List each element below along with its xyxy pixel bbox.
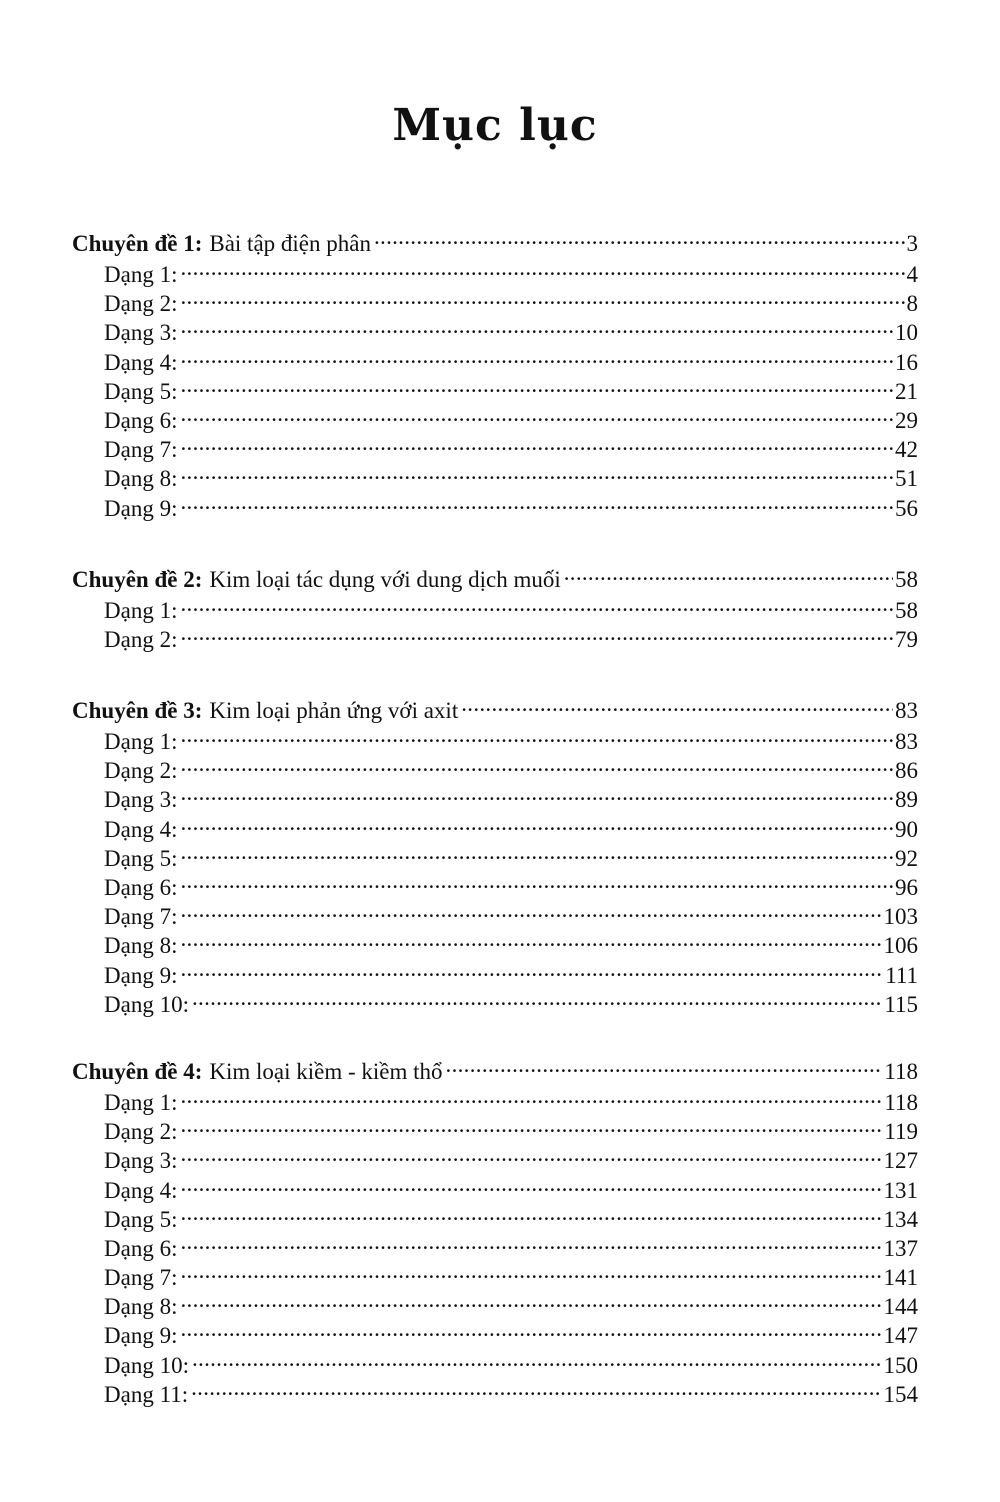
entry-label: Dạng 3: <box>104 787 178 813</box>
page-title: Mục lục <box>392 100 598 151</box>
toc-entry[interactable] <box>72 370 918 404</box>
toc-entry[interactable] <box>72 253 918 287</box>
dot-leader <box>180 749 893 778</box>
toc-entry[interactable] <box>72 341 918 375</box>
toc-entry[interactable] <box>72 1227 918 1261</box>
section-label: Chuyên đề 2: <box>72 566 203 592</box>
entry-label: Dạng 7: <box>104 1265 178 1291</box>
page-number: 42 <box>895 437 918 463</box>
page-number: 134 <box>883 1206 918 1232</box>
dot-leader <box>461 689 893 718</box>
dot-leader <box>180 589 893 618</box>
page-number: 118 <box>884 1058 918 1084</box>
page-number: 141 <box>883 1265 918 1291</box>
entry-label: Dạng 2: <box>104 1119 178 1145</box>
dot-leader <box>180 778 893 807</box>
toc-entry[interactable] <box>72 837 918 871</box>
dot-leader <box>180 457 893 486</box>
toc-entry[interactable] <box>72 1373 918 1407</box>
toc-section-heading[interactable] <box>72 558 918 592</box>
entry-label: Dạng 11: <box>104 1381 189 1407</box>
dot-leader <box>180 399 893 428</box>
page-number: 115 <box>884 991 918 1017</box>
dot-leader <box>564 558 893 587</box>
toc-entry[interactable] <box>72 983 918 1017</box>
page-number: 92 <box>895 845 918 871</box>
page-number: 118 <box>884 1089 918 1115</box>
entry-label: Dạng 8: <box>104 466 178 492</box>
page-number: 79 <box>895 626 918 652</box>
entry-label: Dạng 6: <box>104 407 178 433</box>
toc-entry[interactable] <box>72 1139 918 1174</box>
page-number: 96 <box>895 875 918 900</box>
page-number: 10 <box>895 320 918 346</box>
page-number: 58 <box>895 597 918 623</box>
page-number: 83 <box>895 729 918 755</box>
dot-leader <box>180 1198 881 1227</box>
entry-label: Dạng 1: <box>104 262 178 287</box>
toc-entry[interactable] <box>72 1169 918 1203</box>
toc-entry[interactable] <box>72 808 918 842</box>
toc-entry[interactable] <box>72 1285 918 1320</box>
entry-label: Dạng 4: <box>104 349 178 375</box>
entry-label: Dạng 1: <box>104 1089 178 1115</box>
section-name: Kim loại phản ứng với axit <box>209 698 459 724</box>
page-number: 8 <box>906 291 918 317</box>
dot-leader <box>180 618 893 647</box>
toc-section-heading[interactable] <box>72 222 918 256</box>
toc-entry[interactable] <box>72 924 918 959</box>
section-name: Bài tập điện phân <box>209 231 371 256</box>
toc-entry[interactable] <box>72 720 918 755</box>
page-number: 106 <box>883 933 918 959</box>
toc-entry[interactable] <box>72 311 918 346</box>
page-number: 56 <box>895 495 918 521</box>
page-number: 89 <box>895 787 918 813</box>
page-number: 150 <box>883 1352 918 1378</box>
section-label: Chuyên đề 3: <box>72 698 203 724</box>
toc-entry[interactable] <box>72 487 918 521</box>
page-number: 147 <box>883 1323 918 1349</box>
toc-section-heading[interactable] <box>72 1050 918 1084</box>
page-number: 131 <box>883 1177 918 1203</box>
dot-leader <box>180 370 893 399</box>
toc-entry[interactable] <box>72 1110 918 1145</box>
page-number: 154 <box>883 1381 918 1407</box>
dot-leader <box>180 1081 882 1110</box>
entry-label: Dạng 9: <box>104 962 178 988</box>
dot-leader <box>180 1169 881 1198</box>
page-number: 103 <box>883 904 918 930</box>
page-number: 127 <box>883 1148 918 1174</box>
entry-label: Dạng 6: <box>104 875 178 900</box>
entry-label: Dạng 10: <box>104 991 189 1017</box>
table-of-contents <box>72 222 918 1444</box>
toc-entry[interactable] <box>72 954 918 988</box>
entry-label: Dạng 1: <box>104 597 178 623</box>
page-number: 16 <box>895 349 918 375</box>
page-number: 21 <box>895 378 918 404</box>
page-number: 137 <box>883 1235 918 1261</box>
entry-label: Dạng 3: <box>104 320 178 346</box>
toc-section <box>72 689 918 1017</box>
dot-leader <box>180 1227 881 1256</box>
toc-entry[interactable] <box>72 1198 918 1232</box>
toc-entry[interactable] <box>72 749 918 784</box>
toc-entry[interactable] <box>72 866 918 900</box>
page-number: 111 <box>885 962 918 988</box>
page-number: 4 <box>906 262 918 287</box>
page-number: 58 <box>895 566 918 592</box>
toc-entry[interactable] <box>72 1081 918 1115</box>
page-number: 83 <box>895 698 918 724</box>
dot-leader <box>180 1285 881 1314</box>
entry-label: Dạng 5: <box>104 378 178 404</box>
dot-leader <box>180 924 881 953</box>
entry-label: Dạng 8: <box>104 1294 178 1320</box>
dot-leader <box>180 428 893 457</box>
page-number: 144 <box>883 1294 918 1320</box>
entry-label: Dạng 6: <box>104 1235 178 1261</box>
entry-label: Dạng 5: <box>104 1206 178 1232</box>
dot-leader <box>180 311 893 340</box>
page-number: 119 <box>884 1119 918 1145</box>
dot-leader <box>180 1110 882 1139</box>
entry-label: Dạng 8: <box>104 933 178 959</box>
dot-leader <box>192 983 882 1012</box>
entry-label: Dạng 2: <box>104 626 178 652</box>
dot-leader <box>180 341 893 370</box>
section-name: Kim loại tác dụng với dung dịch muối <box>209 566 561 592</box>
toc-entry[interactable] <box>72 895 918 930</box>
toc-entry[interactable] <box>72 1344 918 1378</box>
toc-entry[interactable] <box>72 1314 918 1349</box>
dot-leader <box>180 253 904 282</box>
entry-label: Dạng 1: <box>104 729 178 755</box>
toc-entry[interactable] <box>72 457 918 492</box>
dot-leader <box>180 720 893 749</box>
dot-leader <box>180 837 893 866</box>
toc-entry[interactable] <box>72 282 918 317</box>
entry-label: Dạng 2: <box>104 758 178 784</box>
dot-leader <box>446 1050 883 1079</box>
page-number: 86 <box>895 758 918 784</box>
entry-label: Dạng 4: <box>104 816 178 842</box>
dot-leader <box>374 222 905 251</box>
dot-leader <box>180 1256 881 1285</box>
dot-leader <box>180 808 893 837</box>
section-name: Kim loại kiềm - kiềm thổ <box>209 1058 443 1084</box>
entry-label: Dạng 7: <box>104 904 178 930</box>
dot-leader <box>180 1314 881 1343</box>
toc-section <box>72 1050 918 1407</box>
dot-leader <box>180 866 893 895</box>
dot-leader <box>180 895 881 924</box>
toc-entry[interactable] <box>72 778 918 813</box>
page-number: 51 <box>895 466 918 492</box>
toc-entry[interactable] <box>72 428 918 463</box>
entry-label: Dạng 3: <box>104 1148 178 1174</box>
page-number: 29 <box>895 407 918 433</box>
toc-entry[interactable] <box>72 399 918 433</box>
entry-label: Dạng 7: <box>104 437 178 463</box>
entry-label: Dạng 5: <box>104 845 178 871</box>
toc-section-heading[interactable] <box>72 689 918 724</box>
entry-label: Dạng 10: <box>104 1352 189 1378</box>
dot-leader <box>180 1139 881 1168</box>
page-number: 3 <box>906 231 918 256</box>
dot-leader <box>180 282 904 311</box>
toc-section <box>72 222 918 521</box>
dot-leader <box>192 1344 882 1373</box>
toc-entry[interactable] <box>72 618 918 652</box>
dot-leader <box>180 487 893 516</box>
toc-section <box>72 558 918 652</box>
page-number: 90 <box>895 816 918 842</box>
section-label: Chuyên đề 1: <box>72 231 203 256</box>
entry-label: Dạng 9: <box>104 495 178 521</box>
entry-label: Dạng 4: <box>104 1177 178 1203</box>
section-label: Chuyên đề 4: <box>72 1058 203 1084</box>
entry-label: Dạng 2: <box>104 291 178 317</box>
toc-entry[interactable] <box>72 589 918 623</box>
toc-entry[interactable] <box>72 1256 918 1291</box>
dot-leader <box>180 954 883 983</box>
dot-leader <box>191 1373 881 1402</box>
entry-label: Dạng 9: <box>104 1323 178 1349</box>
